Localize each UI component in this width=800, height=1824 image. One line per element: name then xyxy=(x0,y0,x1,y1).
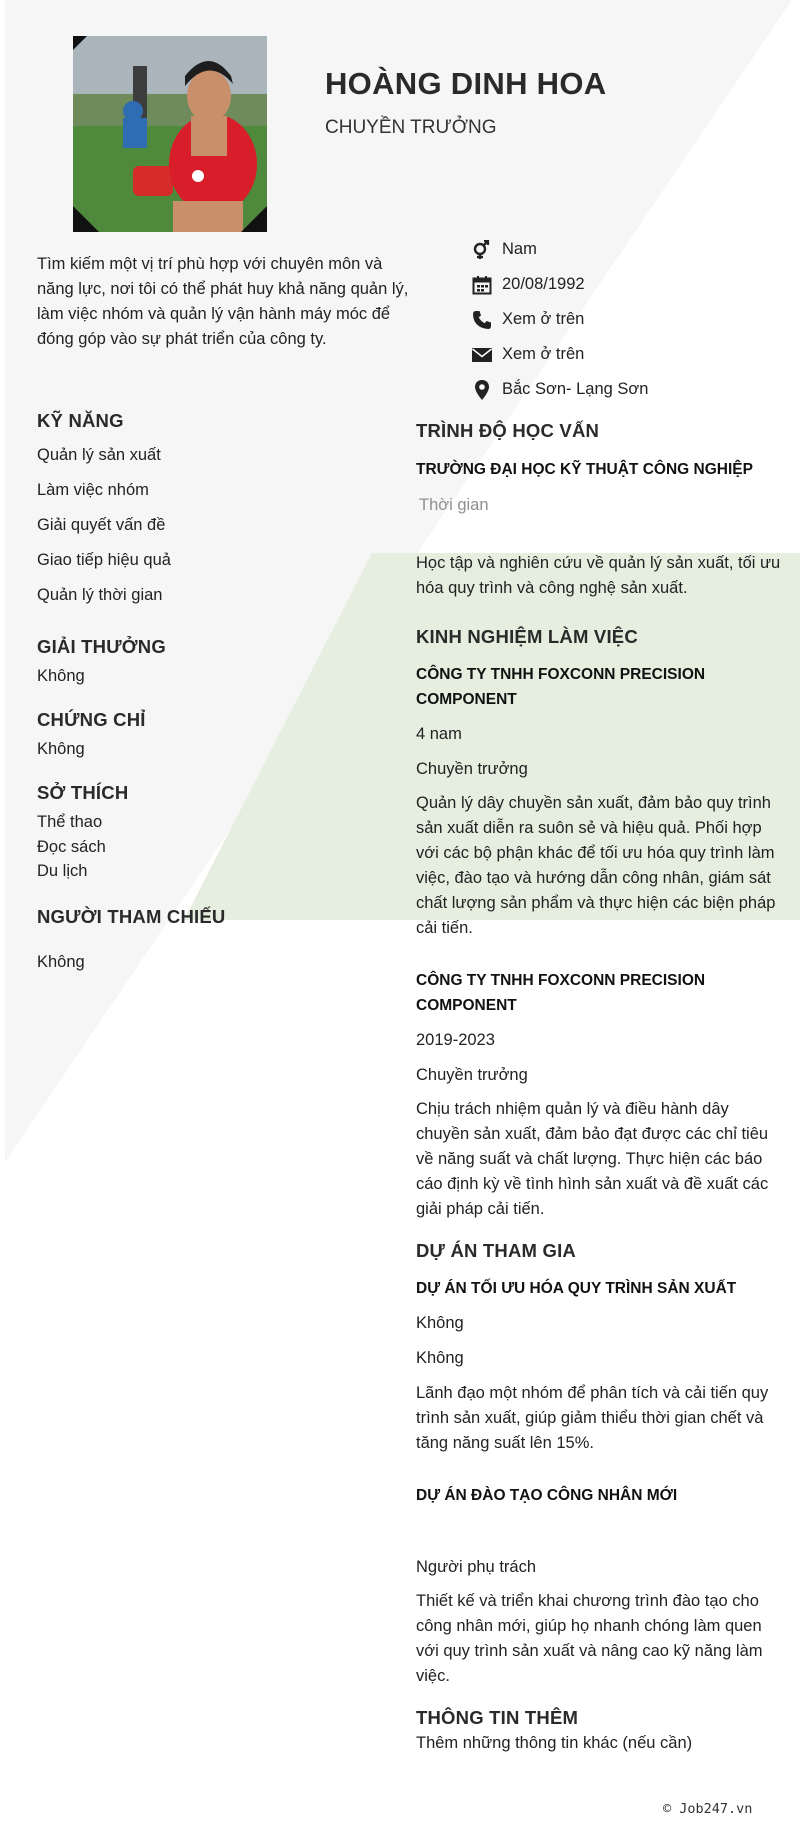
education-title: TRÌNH ĐỘ HỌC VẤN xyxy=(416,420,600,441)
candidate-name: HOÀNG DINH HOA xyxy=(325,66,607,101)
project-description: Lãnh đạo một nhóm để phân tích và cải tiến quy trình sản xuất, giúp giảm thiểu thời gian chết và tăng năng suất lên 15%. xyxy=(416,1384,769,1452)
gender-icon xyxy=(470,238,494,262)
experience-item xyxy=(416,968,786,1222)
skill-item: Giao tiếp hiệu quả xyxy=(37,551,171,569)
education-description: Học tập và nghiên cứu về quản lý sản xuất, tối ưu hóa quy trình và công nghệ sản xuất. xyxy=(416,554,781,597)
additional-value: Thêm những thông tin khác (nếu cần) xyxy=(416,1734,693,1752)
awards-title: GIẢI THƯỞNG xyxy=(37,636,166,657)
awards-value: Không xyxy=(37,667,85,685)
skill-item: Quản lý thời gian xyxy=(37,586,163,604)
experience-role: Chuyền trưởng xyxy=(416,760,528,778)
certificates-title: CHỨNG CHỈ xyxy=(37,709,146,730)
phone-text: Xem ở trên xyxy=(502,310,585,328)
experience-title: KINH NGHIỆM LÀM VIỆC xyxy=(416,626,638,647)
references-title: NGƯỜI THAM CHIẾU xyxy=(37,905,226,927)
contact-birthday xyxy=(470,267,790,302)
project-name: DỰ ÁN ĐÀO TẠO CÔNG NHÂN MỚI xyxy=(416,1487,678,1504)
email-icon xyxy=(470,343,494,367)
profile-photo xyxy=(73,36,267,232)
left-column xyxy=(37,410,367,972)
skills-list xyxy=(37,446,367,621)
contact-phone xyxy=(470,302,790,337)
career-objective: Tìm kiếm một vị trí phù hợp với chuyên môn và năng lực, nơi tôi có thể phát huy khả năng quản lý, làm việc nhóm và quản lý vận hành máy móc để đóng góp vào sự phát triển của công ty. xyxy=(37,255,409,348)
footer-watermark: © Job247.vn xyxy=(663,1801,753,1817)
contact-email xyxy=(470,337,790,372)
experience-description: Quản lý dây chuyền sản xuất, đảm bảo quy trình sản xuất diễn ra suôn sẻ và hiệu quả. Phối hợp với các bộ phận khác để tối ưu hóa quy trình làm việc, đào tạo và hướng dẫn công nhân, giám sát chất lượng sản phẩm và thực hiện các biện pháp cải tiến. xyxy=(416,794,776,937)
project-item xyxy=(416,1483,786,1689)
birthday-text: 20/08/1992 xyxy=(502,275,585,293)
project-description: Thiết kế và triển khai chương trình đào tạo cho công nhân mới, giúp họ nhanh chóng làm quen với quy trình sản xuất và nâng cao kỹ năng làm việc. xyxy=(416,1592,763,1685)
location-pin-icon xyxy=(470,378,494,402)
hobbies-title: SỞ THÍCH xyxy=(37,782,129,803)
skill-item: Giải quyết vấn đề xyxy=(37,516,166,534)
skill-item: Làm việc nhóm xyxy=(37,481,149,499)
candidate-position: CHUYỀN TRƯỞNG xyxy=(325,117,497,138)
project-name: DỰ ÁN TỐI ƯU HÓA QUY TRÌNH SẢN XUẤT xyxy=(416,1280,737,1297)
email-text: Xem ở trên xyxy=(502,345,585,363)
hobbies-list xyxy=(37,810,367,884)
address-text: Bắc Sơn- Lạng Sơn xyxy=(502,380,649,398)
hobby-item: Đọc sách xyxy=(37,837,106,856)
project-line: Người phụ trách xyxy=(416,1558,537,1576)
references-value: Không xyxy=(37,952,85,971)
skills-title: KỸ NĂNG xyxy=(37,410,124,431)
certificates-value: Không xyxy=(37,740,85,758)
experience-item xyxy=(416,662,786,941)
hobby-item: Thể thao xyxy=(37,813,103,831)
experience-description: Chịu trách nhiệm quản lý và điều hành dây chuyền sản xuất, đảm bảo đạt được các chỉ tiêu về năng suất và chất lượng. Thực hiện các báo cáo định kỳ về tình hình sản xuất và đề xuất các giải pháp cải tiến. xyxy=(416,1100,769,1218)
phone-icon xyxy=(470,308,494,332)
education-time: Thời gian xyxy=(419,496,489,514)
project-line: Không xyxy=(416,1314,464,1332)
experience-role: Chuyền trưởng xyxy=(416,1066,528,1084)
project-line: Không xyxy=(416,1349,464,1367)
projects-title: DỰ ÁN THAM GIA xyxy=(416,1240,576,1261)
experience-period: 2019-2023 xyxy=(416,1031,495,1049)
education-school: TRƯỜNG ĐẠI HỌC KỸ THUẬT CÔNG NGHIỆP xyxy=(416,461,753,478)
additional-title: THÔNG TIN THÊM xyxy=(416,1707,579,1728)
contact-address xyxy=(470,372,790,407)
contact-gender xyxy=(470,232,790,267)
experience-period: 4 nam xyxy=(416,725,462,743)
calendar-icon xyxy=(470,273,494,297)
experience-company: CÔNG TY TNHH FOXCONN PRECISION COMPONENT xyxy=(416,972,706,1014)
project-line xyxy=(416,1518,786,1543)
gender-text: Nam xyxy=(502,240,537,258)
skill-item: Quản lý sản xuất xyxy=(37,446,161,464)
hobby-item: Du lịch xyxy=(37,862,88,880)
project-item xyxy=(416,1276,786,1456)
right-column xyxy=(416,420,786,1756)
contact-info xyxy=(470,232,790,407)
experience-company: CÔNG TY TNHH FOXCONN PRECISION COMPONENT xyxy=(416,666,706,708)
